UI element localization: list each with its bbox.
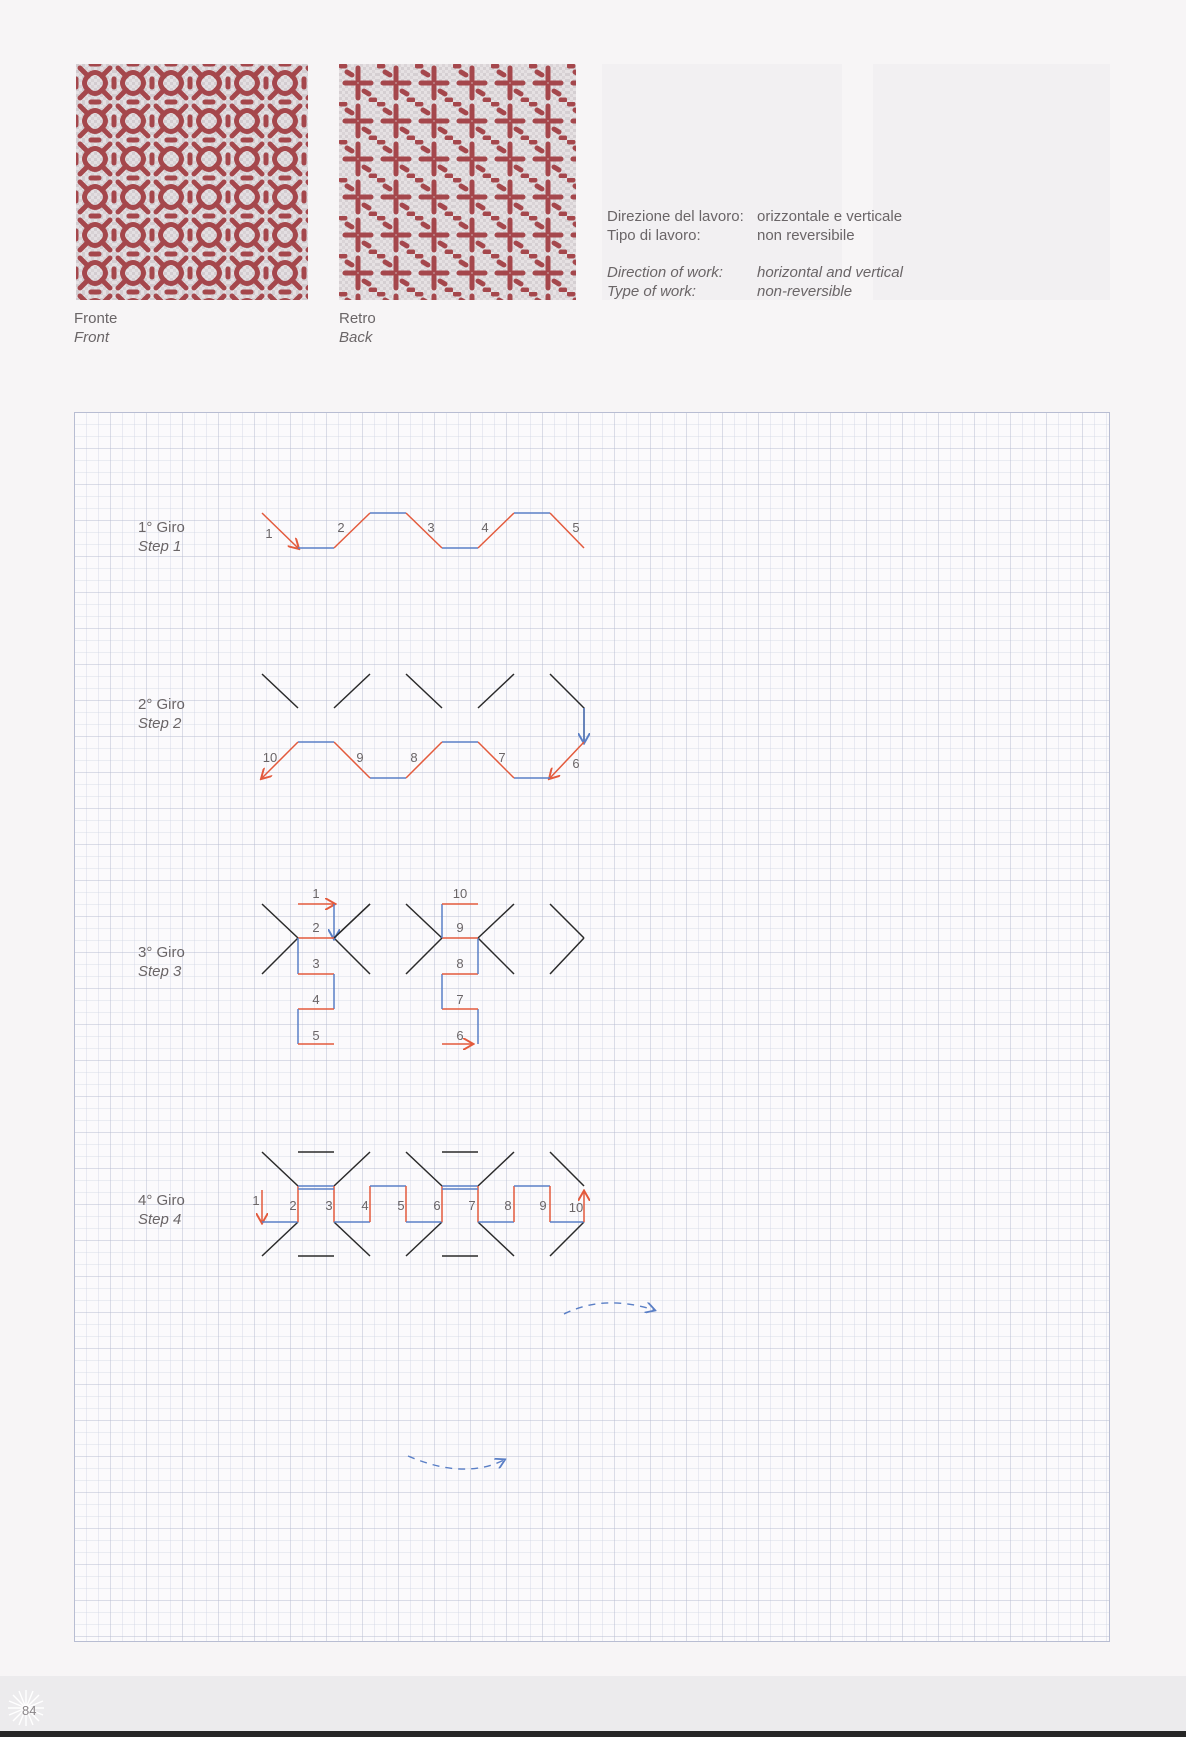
direction-label-en: Direction of work: [607,264,723,281]
page-footer [0,1676,1186,1737]
step-2-en: Step 2 [138,715,182,732]
step4-number: 1 [252,1193,260,1208]
direction-value-en: horizontal and vertical [757,264,903,281]
step1-number: 4 [481,520,489,535]
step-2-label [138,695,185,733]
step4-number: 5 [397,1198,405,1213]
step4-number: 10 [568,1200,584,1215]
step-3-it: 3° Giro [138,944,185,961]
step2-number: 7 [498,750,506,765]
step-2-it: 2° Giro [138,696,185,713]
step3-number: 6 [456,1028,464,1043]
type-value-en: non-reversible [757,283,853,300]
direction-label-it: Direzione del lavoro: [607,208,744,225]
step3-number: 5 [312,1028,320,1043]
direction-value-it: orizzontale e verticale [757,208,903,225]
step3-number: 9 [456,920,464,935]
step-3-en: Step 3 [138,963,182,980]
work-info [607,207,903,301]
step1-number: 1 [265,526,273,541]
step3-number: 8 [456,956,464,971]
step3-number: 7 [456,992,464,1007]
stitch-diagram-grid [74,412,1110,1642]
step4-number: 9 [539,1198,547,1213]
step-1-label [138,518,185,556]
step2-number: 9 [356,750,364,765]
step-4-it: 4° Giro [138,1192,185,1209]
step3-number: 4 [312,992,320,1007]
back-swatch-image [339,64,576,300]
step4-number: 3 [325,1198,333,1213]
step2-number: 10 [262,750,278,765]
type-label-it: Tipo di lavoro: [607,227,701,244]
back-caption [339,309,376,347]
step3-number: 2 [312,920,320,935]
step1-number: 2 [337,520,345,535]
type-label-en: Type of work: [607,283,696,300]
type-value-it: non reversibile [757,227,855,244]
step2-number: 6 [572,756,580,771]
step-4-label [138,1191,185,1229]
back-caption-en: Back [339,329,373,346]
step3-number: 10 [452,886,468,901]
step4-number: 6 [433,1198,441,1213]
step4-number: 8 [504,1198,512,1213]
back-caption-it: Retro [339,310,376,327]
step-1-en: Step 1 [138,538,182,555]
step4-number: 7 [468,1198,476,1213]
ghost-panel [873,64,1110,300]
front-swatch-image [76,64,308,300]
bottom-edge [0,1731,1186,1737]
front-caption-it: Fronte [74,310,118,327]
step2-number: 8 [410,750,418,765]
step3-number: 1 [312,886,320,901]
front-caption-en: Front [74,329,110,346]
front-caption [74,309,117,347]
step-3-label [138,943,185,981]
page-number: 84 [22,1703,37,1718]
stitch-diagram-svg [74,412,1110,1642]
step4-number: 4 [361,1198,369,1213]
step1-number: 3 [427,520,435,535]
step1-number: 5 [572,520,580,535]
step-1-it: 1° Giro [138,519,185,536]
step3-number: 3 [312,956,320,971]
step4-number: 2 [289,1198,297,1213]
step-4-en: Step 4 [138,1211,182,1228]
